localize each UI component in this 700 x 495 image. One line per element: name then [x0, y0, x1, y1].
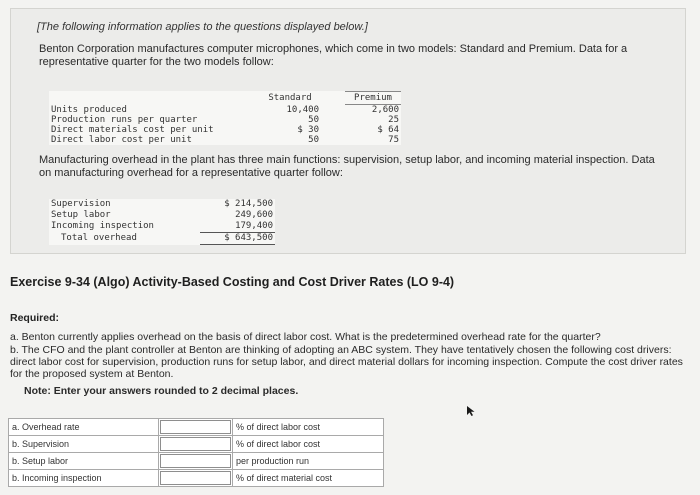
required-label: Required:: [10, 312, 60, 324]
answer-table: [8, 418, 384, 487]
information-panel: [10, 8, 686, 254]
setup-labor-rate-input[interactable]: [160, 454, 231, 468]
model-data-table: [49, 91, 401, 145]
table-row: Production runs per quarter 50 25: [51, 115, 399, 125]
table-row: Incoming inspection 179,400: [51, 221, 273, 232]
question-b: b. The CFO and the plant controller at Benton are thinking of adopting an ABC system. They have tentatively chosen the following cost drivers: direct labor cost for supervision, production runs for setup labor, and direct material dollars for incoming inspection. Compute the cost driver rates for the proposed system at Benton.: [10, 344, 683, 380]
overhead-intro: Manufacturing overhead in the plant has three main functions: supervision, setup labor, and incoming material inspection. Data on manufacturing overhead for a representative quarter follow:: [39, 154, 655, 179]
intro-note: [The following information applies to the questions displayed below.]: [37, 21, 368, 33]
overhead-table: [49, 199, 275, 245]
overhead-rate-input[interactable]: [160, 420, 231, 434]
total-row: Total overhead $ 643,500: [61, 233, 273, 243]
answer-row-setup-labor: [9, 453, 384, 470]
answer-label: b. Setup labor: [9, 453, 159, 470]
table-row: Direct materials cost per unit $ 30 $ 64: [51, 125, 399, 135]
table-row: Direct labor cost per unit 50 75: [51, 135, 399, 145]
table-row: Units produced 10,400 2,600: [51, 104, 399, 115]
description: Benton Corporation manufactures computer microphones, which come in two models: Standard and Premium. Data for a representative quarter for the two models follow:: [39, 43, 628, 68]
answer-unit: % of direct labor cost: [233, 436, 384, 453]
table-row: Supervision $ 214,500: [51, 199, 273, 209]
incoming-inspection-rate-input[interactable]: [160, 471, 231, 485]
answer-label: a. Overhead rate: [9, 419, 159, 436]
answer-row-supervision: [9, 436, 384, 453]
answer-unit: % of direct labor cost: [233, 419, 384, 436]
cursor-icon: [466, 405, 476, 417]
rounding-note: Note: Enter your answers rounded to 2 decimal places.: [24, 385, 299, 397]
answer-label: b. Supervision: [9, 436, 159, 453]
answer-row-incoming-inspection: [9, 470, 384, 487]
question-a: a. Benton currently applies overhead on the basis of direct labor cost. What is the predetermined overhead rate for the quarter?: [10, 331, 601, 343]
supervision-rate-input[interactable]: [160, 437, 231, 451]
answer-unit: % of direct material cost: [233, 470, 384, 487]
answer-label: b. Incoming inspection: [9, 470, 159, 487]
header-premium: Premium: [345, 92, 401, 105]
answer-row-overhead-rate: [9, 419, 384, 436]
table-row: Setup labor 249,600: [51, 210, 273, 220]
answer-unit: per production run: [233, 453, 384, 470]
header-standard: Standard: [268, 93, 312, 103]
exercise-title: Exercise 9-34 (Algo) Activity-Based Costing and Cost Driver Rates (LO 9-4): [10, 275, 455, 289]
